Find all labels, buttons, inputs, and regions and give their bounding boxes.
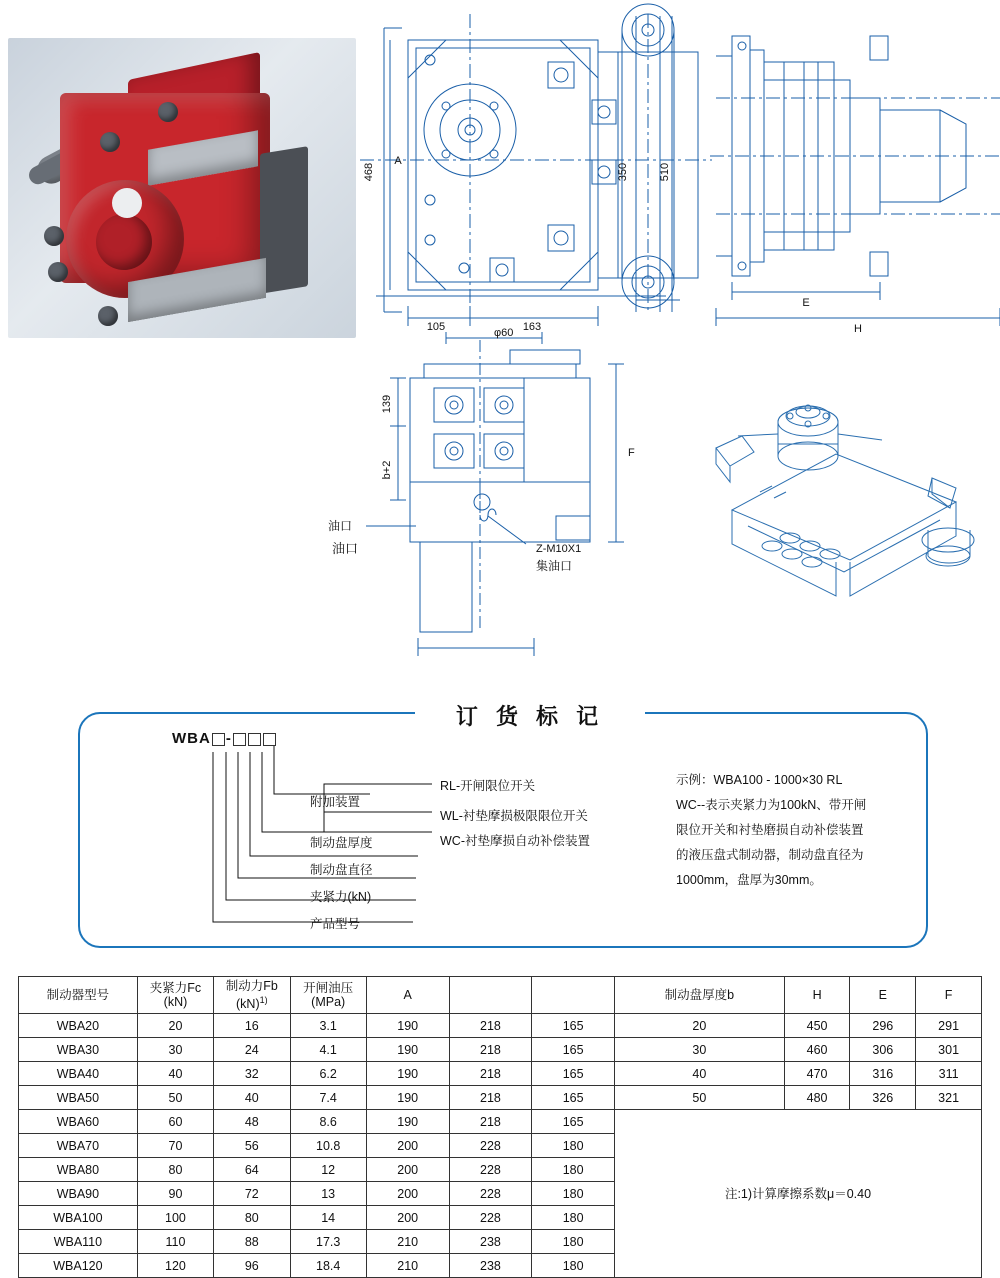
th-col7	[532, 977, 615, 1014]
cell-c7: 180	[532, 1206, 615, 1230]
label-E: E	[802, 297, 810, 309]
cell-b: 40	[615, 1062, 785, 1086]
cell-fc: 90	[137, 1182, 213, 1206]
th-brake-force-top: 制动力Fb	[225, 979, 278, 993]
th-brake-force-unit: (kN)$^{1)}$	[236, 995, 268, 1012]
cell-press: 18.4	[290, 1254, 366, 1278]
table-row	[19, 1014, 982, 1038]
table-row	[19, 1086, 982, 1110]
th-a: A	[366, 977, 449, 1014]
cell-model: WBA80	[19, 1158, 138, 1182]
dim-510: 510	[659, 162, 671, 182]
ordering-legend-attachment: 附加装置	[310, 795, 361, 809]
example-line-2: WC--表示夹紧力为100kN、带开闸	[676, 798, 867, 812]
cell-f: 291	[916, 1014, 982, 1038]
cell-fb: 72	[214, 1182, 290, 1206]
cell-fc: 60	[137, 1110, 213, 1134]
cell-c7: 165	[532, 1038, 615, 1062]
cell-c7: 180	[532, 1230, 615, 1254]
ordering-leader-lines	[78, 712, 638, 944]
cell-fb: 32	[214, 1062, 290, 1086]
example-line-4: 的液压盘式制动器，制动盘直径为	[676, 848, 864, 862]
cell-model: WBA110	[19, 1230, 138, 1254]
th-clamp-force	[137, 977, 213, 1014]
cell-e: 326	[850, 1086, 916, 1110]
cell-c6: 218	[449, 1062, 532, 1086]
dim-phi60: φ60	[494, 327, 514, 339]
oil-port-text: 油口	[332, 541, 359, 556]
cell-c6: 218	[449, 1038, 532, 1062]
cell-f: 311	[916, 1062, 982, 1086]
cell-fb: 80	[214, 1206, 290, 1230]
photo-knob	[112, 188, 142, 218]
ordering-legend-model: 产品型号	[310, 917, 361, 931]
label-H: H	[854, 323, 862, 335]
cell-fb: 24	[214, 1038, 290, 1062]
table-note: 注:1)计算摩擦系数μ＝0.40	[615, 1110, 982, 1278]
dim-b-plus-2: b+2	[381, 460, 393, 480]
cell-fc: 120	[137, 1254, 213, 1278]
cell-c6: 238	[449, 1254, 532, 1278]
th-brake-force	[214, 977, 290, 1014]
cell-a: 210	[366, 1230, 449, 1254]
photo-cylinder-inner	[96, 214, 152, 270]
cell-fb: 64	[214, 1158, 290, 1182]
dim-350: 350	[617, 162, 629, 182]
ordering-option-wl: WL-衬垫摩损极限限位开关	[440, 809, 588, 823]
cell-f: 321	[916, 1086, 982, 1110]
dim-468: 468	[363, 162, 375, 182]
th-h: H	[784, 977, 850, 1014]
label-oil-port: 油口	[328, 519, 353, 533]
ordering-legend-diameter: 制动盘直径	[310, 863, 373, 877]
table-row	[19, 1110, 982, 1134]
label-z-m10x1: Z-M10X1	[536, 543, 582, 555]
cell-c6: 238	[449, 1230, 532, 1254]
th-clamp-force-unit: (kN)	[163, 995, 188, 1010]
cell-a: 200	[366, 1182, 449, 1206]
table-row	[19, 1062, 982, 1086]
cell-e: 306	[850, 1038, 916, 1062]
cell-c7: 180	[532, 1182, 615, 1206]
th-open-pressure	[290, 977, 366, 1014]
th-e: E	[850, 977, 916, 1014]
cell-c6: 228	[449, 1182, 532, 1206]
cell-c7: 165	[532, 1086, 615, 1110]
cell-e: 316	[850, 1062, 916, 1086]
cell-fb: 88	[214, 1230, 290, 1254]
photo-bolt	[98, 306, 118, 326]
example-line-1: 示例：WBA100 - 1000×30 RL	[676, 773, 843, 787]
product-photo	[8, 38, 356, 338]
ordering-option-rl: RL-开闸限位开关	[440, 779, 536, 793]
cell-c6: 228	[449, 1206, 532, 1230]
cell-e: 296	[850, 1014, 916, 1038]
ordering-code-prefix: WBA	[172, 730, 211, 747]
cell-c6: 218	[449, 1014, 532, 1038]
label-F: F	[628, 447, 635, 459]
cell-a: 190	[366, 1062, 449, 1086]
ordering-legend-clamp-force: 夹紧力(kN)	[310, 890, 372, 904]
cell-h: 450	[784, 1014, 850, 1038]
cell-press: 10.8	[290, 1134, 366, 1158]
cell-fb: 48	[214, 1110, 290, 1134]
dim-105: 105	[426, 321, 446, 333]
ordering-legend-thickness: 制动盘厚度	[310, 836, 373, 850]
cell-model: WBA30	[19, 1038, 138, 1062]
cell-press: 14	[290, 1206, 366, 1230]
cell-fc: 40	[137, 1062, 213, 1086]
photo-bolt	[100, 132, 120, 152]
cell-fb: 16	[214, 1014, 290, 1038]
cell-fc: 100	[137, 1206, 213, 1230]
dim-139: 139	[381, 394, 393, 414]
cell-fc: 20	[137, 1014, 213, 1038]
cell-fb: 40	[214, 1086, 290, 1110]
cell-a: 210	[366, 1254, 449, 1278]
th-f: F	[916, 977, 982, 1014]
ordering-code: WBA -	[172, 730, 277, 747]
cell-b: 20	[615, 1014, 785, 1038]
cell-press: 3.1	[290, 1014, 366, 1038]
label-oil-collect: 集油口	[536, 559, 573, 573]
dim-163: 163	[522, 321, 542, 333]
cell-h: 460	[784, 1038, 850, 1062]
ordering-example	[676, 768, 926, 893]
cell-a: 200	[366, 1134, 449, 1158]
cell-model: WBA20	[19, 1014, 138, 1038]
cell-a: 190	[366, 1038, 449, 1062]
cell-h: 470	[784, 1062, 850, 1086]
cell-fc: 70	[137, 1134, 213, 1158]
cell-c7: 180	[532, 1158, 615, 1182]
cell-c7: 180	[532, 1134, 615, 1158]
th-col6	[449, 977, 532, 1014]
cell-h: 480	[784, 1086, 850, 1110]
cell-model: WBA60	[19, 1110, 138, 1134]
cell-fc: 30	[137, 1038, 213, 1062]
cell-model: WBA50	[19, 1086, 138, 1110]
cell-fb: 96	[214, 1254, 290, 1278]
cell-press: 4.1	[290, 1038, 366, 1062]
label-A: A	[394, 155, 402, 167]
cell-model: WBA120	[19, 1254, 138, 1278]
table-header-row	[19, 977, 982, 1014]
cell-press: 13	[290, 1182, 366, 1206]
example-line-5: 1000mm，盘厚为30mm。	[676, 873, 822, 887]
cell-fb: 56	[214, 1134, 290, 1158]
cell-c6: 218	[449, 1110, 532, 1134]
cell-c6: 228	[449, 1158, 532, 1182]
cell-c7: 165	[532, 1110, 615, 1134]
cell-a: 190	[366, 1110, 449, 1134]
ordering-mark-title: 订 货 标 记	[415, 700, 645, 734]
cell-press: 12	[290, 1158, 366, 1182]
cell-model: WBA90	[19, 1182, 138, 1206]
cell-fc: 50	[137, 1086, 213, 1110]
th-open-pressure-top: 开闸油压	[303, 981, 354, 996]
cell-fc: 80	[137, 1158, 213, 1182]
photo-bolt	[158, 102, 178, 122]
photo-bolt	[44, 226, 64, 246]
example-line-3: 限位开关和衬垫磨损自动补偿装置	[676, 823, 864, 837]
cell-press: 6.2	[290, 1062, 366, 1086]
cell-c7: 165	[532, 1014, 615, 1038]
cell-a: 200	[366, 1206, 449, 1230]
cell-model: WBA70	[19, 1134, 138, 1158]
cell-fc: 110	[137, 1230, 213, 1254]
specification-table	[18, 976, 982, 1278]
cell-model: WBA100	[19, 1206, 138, 1230]
th-open-pressure-unit: (MPa)	[311, 995, 346, 1010]
table-row	[19, 1038, 982, 1062]
th-model: 制动器型号	[19, 977, 138, 1014]
photo-dark-block	[260, 146, 308, 294]
photo-bolt	[48, 262, 68, 282]
cell-press: 8.6	[290, 1110, 366, 1134]
cell-press: 7.4	[290, 1086, 366, 1110]
cell-b: 30	[615, 1038, 785, 1062]
cell-model: WBA40	[19, 1062, 138, 1086]
ordering-option-wc: WC-衬垫摩损自动补偿装置	[440, 834, 590, 848]
cell-c7: 165	[532, 1062, 615, 1086]
cell-press: 17.3	[290, 1230, 366, 1254]
th-disc-thickness: 制动盘厚度b	[615, 977, 785, 1014]
cell-a: 200	[366, 1158, 449, 1182]
cell-c6: 228	[449, 1134, 532, 1158]
cell-f: 301	[916, 1038, 982, 1062]
cell-c7: 180	[532, 1254, 615, 1278]
cell-b: 50	[615, 1086, 785, 1110]
th-clamp-force-top: 夹紧力Fc	[149, 981, 202, 996]
cell-a: 190	[366, 1014, 449, 1038]
cell-c6: 218	[449, 1086, 532, 1110]
cell-a: 190	[366, 1086, 449, 1110]
